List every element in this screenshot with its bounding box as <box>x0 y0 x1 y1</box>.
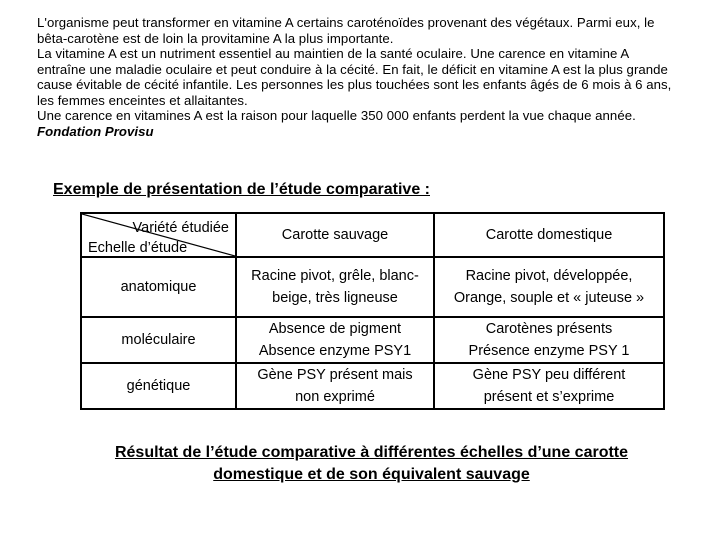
section-title: Exemple de présentation de l’étude comparative : <box>53 181 430 198</box>
column-header-domestic: Carotte domestique <box>434 213 664 257</box>
cell-line: Gène PSY peu différent <box>472 367 626 383</box>
table-corner-cell <box>81 213 236 257</box>
cell-line: Absence enzyme PSY1 <box>258 343 412 359</box>
corner-label-variety: Variété étudiée <box>132 220 229 236</box>
intro-paragraph-vitamin-a: La vitamine A est un nutriment essentiel au maintien de la santé oculaire. Une carence en vitamine A entraîne une maladie oculaire et peut conduire à la cécité. En fait, le déficit en vitamine A est la plus grande cause évitable de cécité infantile. Les personnes les plus touchées sont les enfants âgés de 6 mois à 6 ans, les femmes enceintes et allaitantes. <box>37 46 672 108</box>
cell-domestic-anatomique <box>434 257 664 317</box>
cell-wild-genetique <box>236 363 434 409</box>
result-caption <box>80 442 663 486</box>
cell-line: Orange, souple et « juteuse » <box>453 290 645 306</box>
table-header-row <box>81 213 664 257</box>
cell-domestic-genetique <box>434 363 664 409</box>
table-row-anatomique <box>81 257 664 317</box>
cell-line: Gène PSY présent mais <box>257 367 413 383</box>
row-label-moleculaire: moléculaire <box>81 317 236 363</box>
result-caption-line: Résultat de l’étude comparative à différentes échelles d’une carotte <box>114 444 629 461</box>
cell-wild-anatomique <box>236 257 434 317</box>
cell-line: non exprimé <box>295 389 375 405</box>
cell-line: beige, très ligneuse <box>272 290 398 306</box>
cell-wild-moleculaire <box>236 317 434 363</box>
cell-line: Carotènes présents <box>485 321 613 337</box>
intro-paragraph-carotenoids: L'organisme peut transformer en vitamine A certains caroténoïdes provenant des végétaux. Parmi eux, le bêta-carotène est de loin la provitamine A la plus importante. <box>37 15 655 46</box>
column-header-wild: Carotte sauvage <box>236 213 434 257</box>
table-row-moleculaire <box>81 317 664 363</box>
comparison-table <box>80 212 665 410</box>
table-row-genetique <box>81 363 664 409</box>
cell-line: Présence enzyme PSY 1 <box>468 343 630 359</box>
cell-line: Racine pivot, développée, <box>465 268 633 284</box>
cell-line: Racine pivot, grêle, blanc- <box>251 268 419 284</box>
row-label-genetique: génétique <box>81 363 236 409</box>
cell-line: Absence de pigment <box>268 321 402 337</box>
corner-label-scale: Echelle d’étude <box>88 240 188 256</box>
cell-domestic-moleculaire <box>434 317 664 363</box>
intro-signature: Fondation Provisu <box>37 123 154 139</box>
result-caption-line: domestique et de son équivalent sauvage <box>213 466 530 483</box>
intro-text-block <box>37 15 677 139</box>
intro-paragraph-statistic: Une carence en vitamines A est la raison pour laquelle 350 000 enfants perdent la vue chaque année. <box>37 108 636 123</box>
row-label-anatomique: anatomique <box>81 257 236 317</box>
cell-line: présent et s’exprime <box>483 389 615 405</box>
